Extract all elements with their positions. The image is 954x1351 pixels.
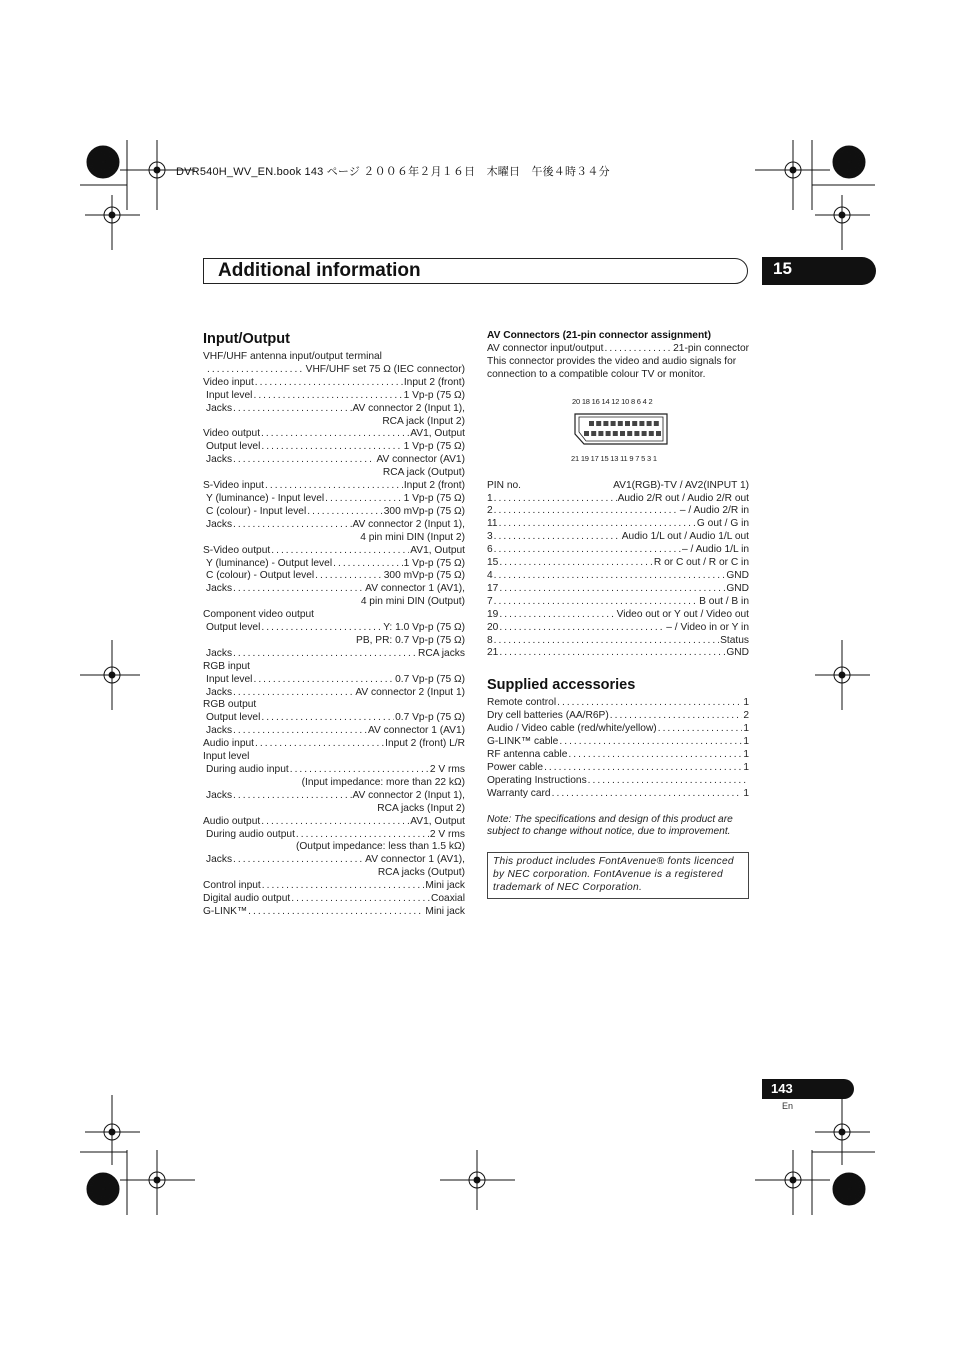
- accessory-row: Warranty card . . . 1: [487, 788, 749, 801]
- scart-pin: [642, 431, 647, 436]
- spec-row: Audio input . . . Input 2 (front) L/R: [203, 738, 465, 751]
- scart-pin: [584, 431, 589, 436]
- spec-row: Jacks . . . AV connector 1 (AV1),: [203, 854, 465, 867]
- pin-row: 19 . . . Video out or Y out / Video out: [487, 609, 749, 622]
- page-title: Additional information: [218, 260, 421, 281]
- spec-label: Input level: [203, 751, 250, 763]
- file-header: DVR540H_WV_EN.book 143 ページ ２００６年２月１６日 木曜日 午後４時３４分: [176, 166, 610, 178]
- av-connectors-heading: AV Connectors (21-pin connector assignment): [487, 330, 711, 341]
- scart-pin: [625, 421, 630, 426]
- spec-row: Input level . . . 1 Vp-p (75 Ω): [203, 390, 465, 403]
- spec-continuation: RCA jacks (Output): [377, 867, 465, 879]
- spec-row: Output level . . . 1 Vp-p (75 Ω): [203, 441, 465, 454]
- page-language: En: [782, 1101, 794, 1111]
- spec-row: Jacks . . . RCA jacks: [203, 648, 465, 661]
- spec-row: Jacks . . . AV connector 1 (AV1),: [203, 583, 465, 596]
- spec-row: Audio output . . . AV1, Output: [203, 816, 465, 829]
- spec-label: RGB input: [203, 660, 250, 672]
- scart-pin: [649, 431, 654, 436]
- spec-row: Output level . . . Y: 1.0 Vp-p (75 Ω): [203, 622, 465, 635]
- scart-pin: [589, 421, 594, 426]
- accessory-row: Dry cell batteries (AA/R6P) . . . 2: [487, 710, 749, 723]
- scart-pin: [603, 421, 608, 426]
- pin-row: 6 . . . – / Audio 1/L in: [487, 544, 749, 557]
- pin-row: 15 . . . R or C out / R or C in: [487, 557, 749, 570]
- pin-table-header: PIN no. AV1(RGB)-TV / AV2(INPUT 1): [487, 479, 749, 491]
- spec-row: G-LINK™ . . . Mini jack: [203, 906, 465, 919]
- scart-pin: [613, 431, 618, 436]
- accessory-row: G-LINK™ cable . . . 1: [487, 736, 749, 749]
- spec-label: Component video output: [203, 609, 315, 621]
- spec-continuation: 4 pin mini DIN (Input 2): [360, 531, 465, 543]
- spec-row: Jacks . . . AV connector 2 (Input 1),: [203, 790, 465, 803]
- scart-connector-icon: [572, 410, 670, 450]
- pin-row: 21 . . . GND: [487, 647, 749, 660]
- spec-row: Video output . . . AV1, Output: [203, 428, 465, 441]
- spec-row: Jacks . . . AV connector 1 (AV1): [203, 725, 465, 738]
- accessory-row: Remote control . . . 1: [487, 697, 749, 710]
- scart-pin: [639, 421, 644, 426]
- scart-pin: [598, 431, 603, 436]
- spec-row: During audio output . . . 2 V rms: [203, 829, 465, 842]
- spec-label: RGB output: [203, 699, 257, 711]
- av-connector-description: This connector provides the video and audio signals for connection to a compatible colour TV or monitor.: [487, 355, 737, 380]
- pin-row: 20 . . . – / Video in or Y in: [487, 622, 749, 635]
- scart-pin: [656, 431, 661, 436]
- spec-continuation: (Output impedance: less than 1.5 kΩ): [295, 841, 465, 853]
- scart-pin: [632, 421, 637, 426]
- spec-continuation: PB, PR: 0.7 Vp-p (75 Ω): [356, 634, 465, 646]
- spec-row: Digital audio output . . . Coaxial: [203, 893, 465, 906]
- pin-row: 4 . . . GND: [487, 570, 749, 583]
- accessory-row: Audio / Video cable (red/white/yellow) . . . 1: [487, 723, 749, 736]
- accessories-heading: Supplied accessories: [487, 677, 636, 694]
- spec-row: Jacks . . . AV connector (AV1): [203, 454, 465, 467]
- scart-pin: [591, 431, 596, 436]
- spec-label: VHF/UHF antenna input/output terminal: [203, 351, 382, 362]
- accessory-row: RF antenna cable . . . 1: [487, 749, 749, 762]
- chapter-number: 15: [773, 259, 792, 278]
- spec-row: Y (luminance) - Input level . . . 1 Vp-p (75 Ω): [203, 493, 465, 506]
- starburst-target: [87, 1173, 119, 1205]
- pin-row: 17 . . . GND: [487, 583, 749, 596]
- accessory-row: Operating Instructions . . .: [487, 775, 749, 788]
- pin-row: 11 . . . G out / G in: [487, 518, 749, 531]
- scart-pin: [620, 431, 625, 436]
- pin-row: 2 . . . – / Audio 2/R in: [487, 505, 749, 518]
- scart-pin: [611, 421, 616, 426]
- spec-row: C (colour) - Output level . . . 300 mVp-p (75 Ω): [203, 570, 465, 583]
- scart-pin: [627, 431, 632, 436]
- spec-row: S-Video output . . . AV1, Output: [203, 545, 465, 558]
- scart-top-pin-numbers: 20 18 16 14 12 10 8 6 4 2: [572, 396, 653, 406]
- accessories-list: [487, 697, 749, 800]
- pin-row: 7 . . . B out / B in: [487, 596, 749, 609]
- spec-row: Video input . . . Input 2 (front): [203, 377, 465, 390]
- fontavenue-notice: This product includes FontAvenue® fonts licenced by NEC corporation. FontAvenue is a registered trademark of NEC Corporation.: [487, 852, 749, 899]
- pin-row: 8 . . . Status: [487, 635, 749, 648]
- pin-row: 3 . . . Audio 1/L out / Audio 1/L out: [487, 531, 749, 544]
- spec-row: Jacks . . . AV connector 2 (Input 1),: [203, 403, 465, 416]
- spec-continuation: 4 pin mini DIN (Output): [360, 596, 465, 608]
- right-column: [487, 330, 749, 899]
- scart-bottom-pin-numbers: 21 19 17 15 13 11 9 7 5 3 1: [571, 453, 657, 463]
- scart-pin: [654, 421, 659, 426]
- pin-row: 1 . . . Audio 2/R out / Audio 2/R out: [487, 493, 749, 506]
- starburst-target: [87, 146, 119, 178]
- pin-assignment-table: [487, 493, 749, 661]
- specification-note: Note: The specifications and design of this product are subject to change without notice, due to improvement.: [487, 813, 733, 838]
- scart-connector-diagram: [572, 396, 670, 466]
- spec-row: Jacks . . . AV connector 2 (Input 1),: [203, 519, 465, 532]
- scart-pin: [647, 421, 652, 426]
- spec-continuation: RCA jack (Output): [382, 467, 465, 479]
- input-output-section: [203, 330, 465, 919]
- starburst-target: [833, 1173, 865, 1205]
- spec-continuation: (Input impedance: more than 22 kΩ): [301, 776, 465, 788]
- starburst-target: [833, 146, 865, 178]
- scart-pin: [618, 421, 623, 426]
- spec-row: Jacks . . . AV connector 2 (Input 1): [203, 687, 465, 700]
- accessory-row: Power cable . . . 1: [487, 762, 749, 775]
- av-connector-row: AV connector input/output . . . 21-pin connector: [487, 343, 749, 356]
- scart-pin: [634, 431, 639, 436]
- spec-row: C (colour) - Input level . . . 300 mVp-p (75 Ω): [203, 506, 465, 519]
- scart-pin: [606, 431, 611, 436]
- spec-row: Y (luminance) - Output level . . . 1 Vp-p (75 Ω): [203, 558, 465, 571]
- input-output-specs: [203, 351, 465, 919]
- spec-row: S-Video input . . . Input 2 (front): [203, 480, 465, 493]
- page-number: 143: [771, 1081, 793, 1096]
- scart-pin: [596, 421, 601, 426]
- spec-row: Output level . . . 0.7 Vp-p (75 Ω): [203, 712, 465, 725]
- spec-row: . . . VHF/UHF set 75 Ω (IEC connector): [203, 364, 465, 377]
- input-output-heading: Input/Output: [203, 331, 290, 347]
- spec-row: Control input . . . Mini jack: [203, 880, 465, 893]
- spec-row: During audio input . . . 2 V rms: [203, 764, 465, 777]
- spec-continuation: RCA jack (Input 2): [382, 415, 465, 427]
- spec-continuation: RCA jacks (Input 2): [377, 802, 465, 814]
- spec-row: Input level . . . 0.7 Vp-p (75 Ω): [203, 674, 465, 687]
